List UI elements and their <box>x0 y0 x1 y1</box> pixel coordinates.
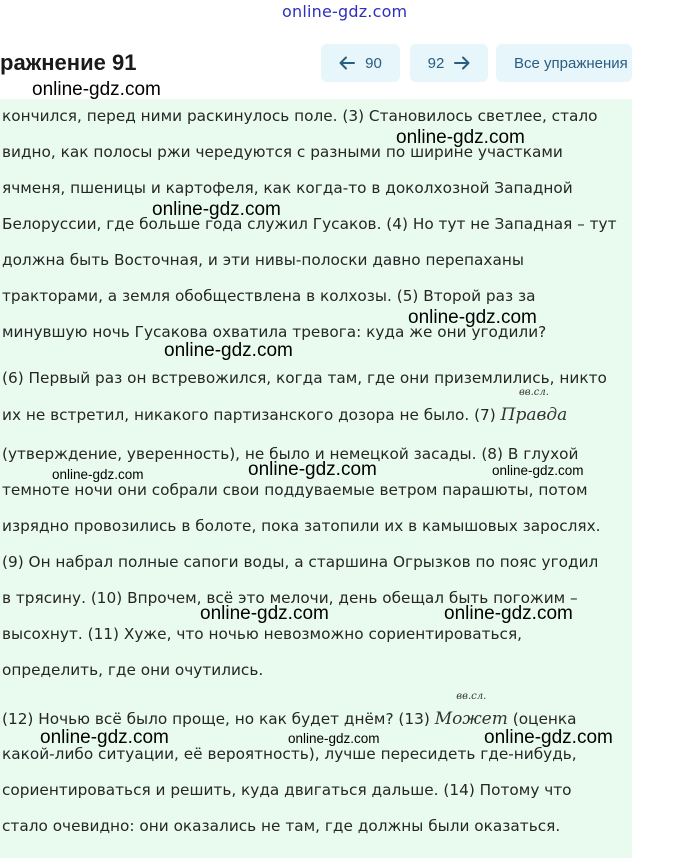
text-line: темноте ночи они собрали свои поддуваемые ветром парашюты, потом <box>2 481 588 499</box>
all-exercises-label: Все упражнения <box>514 54 628 72</box>
text-line: видно, как полосы ржи чередуются с разными по ширине участками <box>2 143 563 161</box>
watermark: online-gdz.com <box>444 603 573 624</box>
watermark: online-gdz.com <box>408 307 537 328</box>
watermark: online-gdz.com <box>484 727 613 748</box>
watermark: online-gdz.com <box>52 467 144 482</box>
text-line: (6) Первый раз он встревожился, когда там, где они приземлились, никто <box>2 369 607 387</box>
all-exercises-button[interactable] <box>496 44 632 82</box>
text-line: минувшую ночь Гусакова охватила тревога: куда же они угодили? <box>2 323 547 341</box>
watermark: online-gdz.com <box>152 199 281 220</box>
text-line: ячменя, пшеницы и картофеля, как когда-то в доколхозной Западной <box>2 179 573 197</box>
introductory-word-text: Правда <box>500 405 568 425</box>
introductory-word-note: вв.сл. <box>456 691 487 702</box>
site-link[interactable]: online-gdz.com <box>282 2 408 21</box>
watermark: online-gdz.com <box>32 79 161 100</box>
text-line: какой-либо ситуации, её вероятность), лучше пересидеть где-нибудь, <box>2 745 577 763</box>
text-segment: (12) Ночью всё было проще, но как будет днём? (13) <box>2 710 435 728</box>
arrow-right-icon <box>454 56 470 70</box>
text-segment: их не встретил, никакого партизанского дозора не было. (7) <box>2 406 501 424</box>
text-line <box>2 387 568 425</box>
text-line: кончился, перед ними раскинулось поле. (3) Становилось светлее, стало <box>2 107 598 125</box>
prev-exercise-label: 90 <box>365 54 382 72</box>
watermark: online-gdz.com <box>248 459 377 480</box>
text-line: тракторами, а земля обобществлена в колхозы. (5) Второй раз за <box>2 287 536 305</box>
text-line <box>2 691 577 729</box>
arrow-left-icon <box>339 56 355 70</box>
text-line: стало очевидно: они оказались не там, где должны были оказаться. <box>2 817 561 835</box>
introductory-word-text: Может <box>434 709 508 729</box>
watermark: online-gdz.com <box>396 127 525 148</box>
text-line: (9) Он набрал полные сапоги воды, а старшина Огрызков по пояс угодил <box>2 553 599 571</box>
watermark: online-gdz.com <box>40 727 169 748</box>
introductory-word <box>434 691 508 729</box>
text-line: (утверждение, уверенность), не было и немецкой засады. (8) В глухой <box>2 445 579 463</box>
watermark: online-gdz.com <box>200 603 329 624</box>
page-title: ражнение 91 <box>0 50 137 75</box>
introductory-word-note: вв.сл. <box>518 387 549 398</box>
next-exercise-label: 92 <box>427 54 445 72</box>
text-line: должна быть Восточная, и эти нивы-полоски давно перепаханы <box>2 251 524 269</box>
text-line: высохнут. (11) Хуже, что ночью невозможно сориентироваться, <box>2 625 523 643</box>
text-line: сориентироваться и решить, куда двигаться дальше. (14) Потому что <box>2 781 572 799</box>
watermark: online-gdz.com <box>164 340 293 361</box>
watermark: online-gdz.com <box>492 463 584 478</box>
text-line: в трясину. (10) Впрочем, всё это мелочи, день обещал быть погожим – <box>2 589 578 607</box>
next-exercise-button[interactable] <box>410 44 488 82</box>
introductory-word <box>500 387 568 425</box>
text-line: определить, где они очутились. <box>2 661 264 679</box>
text-line: Белоруссии, где больше года служил Гусаков. (4) Но тут не Западная – тут <box>2 215 617 233</box>
text-line: изрядно провозились в болоте, пока затопили их в камышовых зарослях. <box>2 517 601 535</box>
text-segment: (оценка <box>507 710 577 728</box>
watermark: online-gdz.com <box>288 731 380 746</box>
prev-exercise-button[interactable] <box>321 44 400 82</box>
